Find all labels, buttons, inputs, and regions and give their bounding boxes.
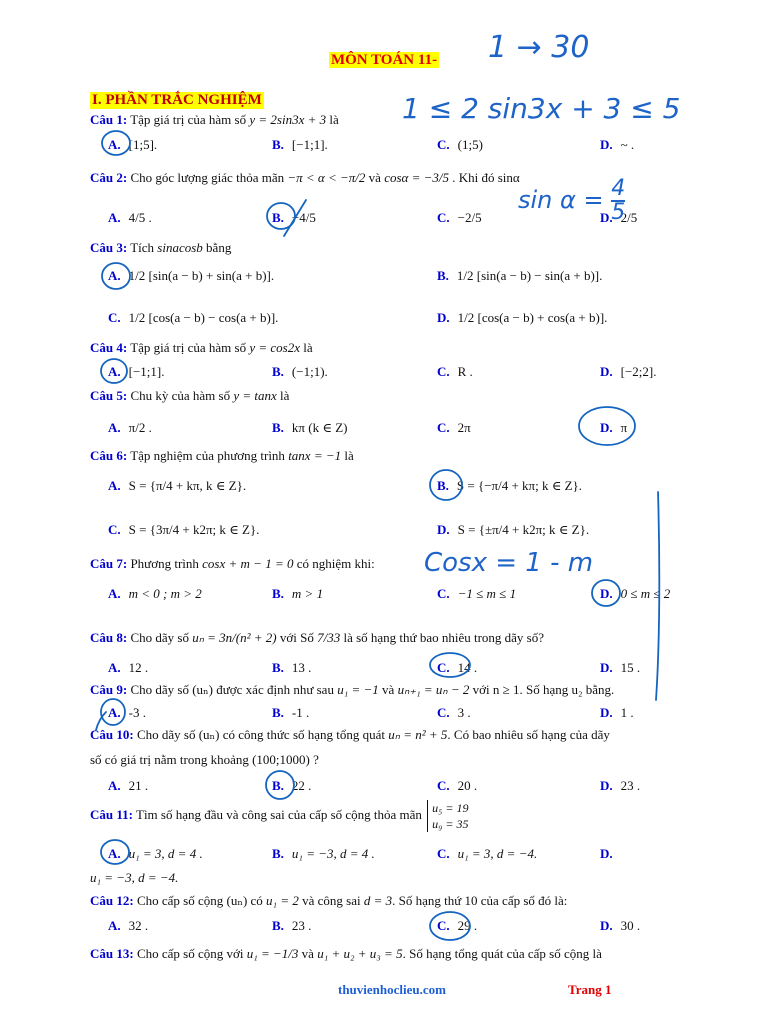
- question-10: Câu 10: Cho dãy số (uₙ) có công thức số hạng tổng quát uₙ = n² + 5. Có bao nhiêu số hạng của dãy: [90, 727, 610, 742]
- question-2: Câu 2: Cho góc lượng giác thỏa mãn −π < α < −π/2 và cosα = −3/5 . Khi đó sinα: [90, 170, 520, 185]
- q7-option-a[interactable]: A. m < 0 ; m > 2: [108, 586, 202, 601]
- q5-option-a[interactable]: A. π/2 .: [108, 420, 152, 435]
- q8-option-a[interactable]: A. 12 .: [108, 660, 149, 675]
- handwritten-note-sin: sin α = $\frac{4}{5}$: [518, 176, 626, 225]
- q10-option-a[interactable]: A. 21 .: [108, 778, 149, 793]
- q6-option-d[interactable]: D. S = {±π/4 + k2π; k ∈ Z}.: [437, 522, 590, 537]
- q1-option-b[interactable]: B. [−1;1].: [272, 137, 328, 152]
- q1-option-a[interactable]: A. [1;5].: [108, 137, 158, 152]
- q9-option-a[interactable]: A. -3 .: [108, 705, 146, 720]
- q1-option-c[interactable]: C. (1;5): [437, 137, 483, 152]
- q3-option-c[interactable]: C. 1/2 [cos(a − b) − cos(a + b)].: [108, 310, 279, 325]
- q9-option-b[interactable]: B. -1 .: [272, 705, 310, 720]
- question-8: Câu 8: Cho dãy số uₙ = 3n/(n² + 2) với Số 7/33 là số hạng thứ bao nhiêu trong dãy số?: [90, 630, 545, 645]
- q3-option-a[interactable]: A. 1/2 [sin(a − b) + sin(a + b)].: [108, 268, 275, 283]
- q11-option-a[interactable]: A. u₁ = 3, d = 4 .: [108, 846, 203, 861]
- q11-option-c[interactable]: C. u₁ = 3, d = −4.: [437, 846, 538, 861]
- section-heading: I. PHẦN TRẮC NGHIỆM: [92, 92, 262, 108]
- footer-page-number: Trang 1: [568, 982, 612, 997]
- question-10-line-2: số có giá trị nằm trong khoảng (100;1000) ?: [90, 752, 319, 767]
- q12-option-b[interactable]: B. 23 .: [272, 918, 312, 933]
- q11-option-d-value: u₁ = −3, d = −4.: [90, 870, 179, 885]
- q7-option-c[interactable]: C. −1 ≤ m ≤ 1: [437, 586, 517, 601]
- q4-option-c[interactable]: C. R .: [437, 364, 473, 379]
- page-title: MÔN TOÁN 11-: [330, 52, 438, 68]
- question-13: Câu 13: Cho cấp số cộng với u₁ = −1/3 và u₁ + u₂ + u₃ = 5. Số hạng tổng quát của cấp số cộng là: [90, 946, 602, 961]
- q4-option-d[interactable]: D. [−2;2].: [600, 364, 657, 379]
- q8-option-c[interactable]: C. 14 .: [437, 660, 478, 675]
- q8-option-d[interactable]: D. 15 .: [600, 660, 641, 675]
- q9-option-d[interactable]: D. 1 .: [600, 705, 634, 720]
- q5-option-b[interactable]: B. kπ (k ∈ Z): [272, 420, 348, 435]
- q10-option-b[interactable]: B. 22 .: [272, 778, 312, 793]
- q12-option-d[interactable]: D. 30 .: [600, 918, 641, 933]
- q6-option-c[interactable]: C. S = {3π/4 + k2π; k ∈ Z}.: [108, 522, 260, 537]
- q11-option-d[interactable]: D.: [600, 846, 613, 861]
- q6-option-a[interactable]: A. S = {π/4 + kπ, k ∈ Z}.: [108, 478, 247, 493]
- question-7: Câu 7: Phương trình cosx + m − 1 = 0 có nghiệm khi:: [90, 556, 375, 571]
- handwritten-note-inequality: 1 ≤ 2 sin3x + 3 ≤ 5: [402, 92, 681, 125]
- q4-option-a[interactable]: A. [−1;1].: [108, 364, 165, 379]
- question-12: Câu 12: Cho cấp số cộng (uₙ) có u₁ = 2 và công sai d = 3. Số hạng thứ 10 của cấp số đó là:: [90, 893, 568, 908]
- question-5: Câu 5: Chu kỳ của hàm số y = tanx là: [90, 388, 290, 403]
- q2-option-b[interactable]: B. −4/5: [272, 210, 316, 225]
- q2-option-a[interactable]: A. 4/5 .: [108, 210, 152, 225]
- question-3: Câu 3: Tích sinacosb bằng: [90, 240, 232, 255]
- q11-option-b[interactable]: B. u₁ = −3, d = 4 .: [272, 846, 375, 861]
- equation-system: u₅ = 19 u₉ = 35: [427, 800, 468, 832]
- q6-option-b[interactable]: B. S = {−π/4 + kπ; k ∈ Z}.: [437, 478, 583, 493]
- q7-option-d[interactable]: D. 0 ≤ m ≤ 2: [600, 586, 671, 601]
- question-1: Câu 1: Tập giá trị của hàm số y = 2sin3x + 3 là: [90, 112, 339, 127]
- q8-option-b[interactable]: B. 13 .: [272, 660, 312, 675]
- q5-option-d[interactable]: D. π: [600, 420, 628, 435]
- question-4: Câu 4: Tập giá trị của hàm số y = cos2x là: [90, 340, 313, 355]
- question-9: Câu 9: Cho dãy số (uₙ) được xác định như sau u₁ = −1 và uₙ₊₁ = uₙ − 2 với n ≥ 1. Số hạng u₂ bằng.: [90, 682, 615, 697]
- q4-option-b[interactable]: B. (−1;1).: [272, 364, 328, 379]
- q2-option-d[interactable]: D. 2/5: [600, 210, 638, 225]
- q3-option-d[interactable]: D. 1/2 [cos(a − b) + cos(a + b)].: [437, 310, 608, 325]
- q3-option-b[interactable]: B. 1/2 [sin(a − b) − sin(a + b)].: [437, 268, 603, 283]
- question-11: Câu 11: Tìm số hạng đầu và công sai của cấp số cộng thỏa mãn u₅ = 19 u₉ = 35: [90, 801, 469, 831]
- footer-site[interactable]: thuvienhoclieu.com: [338, 982, 446, 997]
- q1-option-d[interactable]: D. ~ .: [600, 137, 635, 152]
- q12-option-a[interactable]: A. 32 .: [108, 918, 149, 933]
- q10-option-d[interactable]: D. 23 .: [600, 778, 641, 793]
- q5-option-c[interactable]: C. 2π: [437, 420, 471, 435]
- question-6: Câu 6: Tập nghiệm của phương trình tanx = −1 là: [90, 448, 354, 463]
- handwritten-note-range: 1 → 30: [488, 30, 590, 65]
- q7-option-b[interactable]: B. m > 1: [272, 586, 324, 601]
- q12-option-c[interactable]: C. 29 .: [437, 918, 478, 933]
- q2-option-c[interactable]: C. −2/5: [437, 210, 482, 225]
- q9-option-c[interactable]: C. 3 .: [437, 705, 471, 720]
- q10-option-c[interactable]: C. 20 .: [437, 778, 478, 793]
- handwritten-note-cos: Cosx = 1 - m: [424, 548, 594, 578]
